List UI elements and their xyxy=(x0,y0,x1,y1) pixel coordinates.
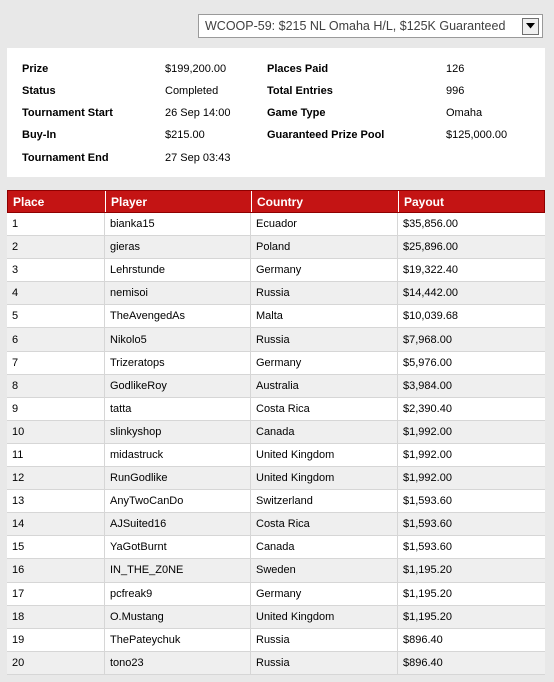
info-value: 27 Sep 03:43 xyxy=(165,152,231,164)
player-cell: tatta xyxy=(105,398,251,420)
info-label: Buy-In xyxy=(22,129,57,141)
info-value: $215.00 xyxy=(165,129,205,141)
info-label: Places Paid xyxy=(267,63,329,75)
payout-cell: $1,992.00 xyxy=(403,425,452,438)
column-header-player[interactable]: Player xyxy=(106,191,252,212)
place-cell: 1 xyxy=(7,213,105,235)
table-row xyxy=(7,490,545,513)
place-cell: 16 xyxy=(7,559,105,581)
info-value: $125,000.00 xyxy=(446,129,508,141)
tournament-info-panel xyxy=(7,48,545,177)
results-header xyxy=(7,190,545,213)
player-cell: Trizeratops xyxy=(105,352,251,374)
place-cell: 18 xyxy=(7,606,105,628)
player-cell: GodlikeRoy xyxy=(105,375,251,397)
info-label: Tournament Start xyxy=(22,107,113,119)
table-row xyxy=(7,536,545,559)
player-cell: midastruck xyxy=(105,444,251,466)
table-row xyxy=(7,513,545,536)
info-label: Guaranteed Prize Pool xyxy=(267,129,385,141)
payout-cell: $35,856.00 xyxy=(403,218,459,231)
player-cell: RunGodlike xyxy=(105,467,251,489)
table-row xyxy=(7,629,545,652)
place-cell: 5 xyxy=(7,305,105,327)
country-cell: Russia xyxy=(251,328,398,350)
country-cell: Switzerland xyxy=(251,490,398,512)
country-cell: Germany xyxy=(251,352,398,374)
info-label: Tournament End xyxy=(22,152,109,164)
payout-cell: $1,195.20 xyxy=(403,564,452,577)
place-cell: 19 xyxy=(7,629,105,651)
table-row xyxy=(7,606,545,629)
country-cell: United Kingdom xyxy=(251,606,398,628)
player-cell: O.Mustang xyxy=(105,606,251,628)
tournament-select-value: WCOOP-59: $215 NL Omaha H/L, $125K Guaranteed xyxy=(205,19,506,33)
payout-cell: $1,195.20 xyxy=(403,587,452,600)
results-table xyxy=(7,190,545,675)
info-row xyxy=(7,107,545,123)
country-cell: Australia xyxy=(251,375,398,397)
place-cell: 3 xyxy=(7,259,105,281)
player-cell: TheAvengedAs xyxy=(105,305,251,327)
info-label: Total Entries xyxy=(267,85,333,97)
place-cell: 17 xyxy=(7,583,105,605)
place-cell: 12 xyxy=(7,467,105,489)
place-cell: 13 xyxy=(7,490,105,512)
place-cell: 4 xyxy=(7,282,105,304)
player-cell: Nikolo5 xyxy=(105,328,251,350)
player-cell: YaGotBurnt xyxy=(105,536,251,558)
info-value: 996 xyxy=(446,85,465,97)
player-cell: nemisoi xyxy=(105,282,251,304)
place-cell: 7 xyxy=(7,352,105,374)
table-row xyxy=(7,352,545,375)
payout-cell: $1,992.00 xyxy=(403,448,452,461)
table-row xyxy=(7,375,545,398)
place-cell: 8 xyxy=(7,375,105,397)
info-value: 26 Sep 14:00 xyxy=(165,107,231,119)
player-cell: AJSuited16 xyxy=(105,513,251,535)
country-cell: Poland xyxy=(251,236,398,258)
country-cell: Costa Rica xyxy=(251,398,398,420)
table-row xyxy=(7,444,545,467)
payout-cell: $25,896.00 xyxy=(403,241,459,254)
info-label: Game Type xyxy=(267,107,326,119)
place-cell: 9 xyxy=(7,398,105,420)
payout-cell: $14,442.00 xyxy=(403,287,459,300)
info-value: Omaha xyxy=(446,107,483,119)
country-cell: Germany xyxy=(251,259,398,281)
payout-cell: $1,992.00 xyxy=(403,472,452,485)
payout-cell: $19,322.40 xyxy=(403,264,459,277)
country-cell: United Kingdom xyxy=(251,444,398,466)
payout-cell: $896.40 xyxy=(403,633,443,646)
country-cell: Canada xyxy=(251,536,398,558)
table-row xyxy=(7,328,545,351)
payout-cell: $7,968.00 xyxy=(403,333,452,346)
payout-cell: $1,593.60 xyxy=(403,518,452,531)
table-row xyxy=(7,467,545,490)
country-cell: Russia xyxy=(251,629,398,651)
column-header-country[interactable]: Country xyxy=(252,191,399,212)
payout-cell: $3,984.00 xyxy=(403,379,452,392)
table-row xyxy=(7,236,545,259)
player-cell: bianka15 xyxy=(105,213,251,235)
column-header-payout[interactable]: Payout xyxy=(404,194,445,209)
place-cell: 14 xyxy=(7,513,105,535)
table-row xyxy=(7,421,545,444)
info-row xyxy=(7,85,545,101)
table-row xyxy=(7,213,545,236)
column-header-place[interactable]: Place xyxy=(8,191,106,212)
payout-cell: $5,976.00 xyxy=(403,356,452,369)
player-cell: Lehrstunde xyxy=(105,259,251,281)
results-body xyxy=(7,213,545,675)
table-row xyxy=(7,559,545,582)
place-cell: 15 xyxy=(7,536,105,558)
table-row xyxy=(7,305,545,328)
payout-cell: $896.40 xyxy=(403,656,443,669)
info-value: $199,200.00 xyxy=(165,63,227,75)
payout-cell: $10,039.68 xyxy=(403,310,459,323)
player-cell: slinkyshop xyxy=(105,421,251,443)
payout-cell: $2,390.40 xyxy=(403,402,452,415)
info-label: Status xyxy=(22,85,56,97)
table-row xyxy=(7,652,545,675)
player-cell: IN_THE_Z0NE xyxy=(105,559,251,581)
country-cell: Ecuador xyxy=(251,213,398,235)
country-cell: Sweden xyxy=(251,559,398,581)
player-cell: tono23 xyxy=(105,652,251,674)
payout-cell: $1,593.60 xyxy=(403,495,452,508)
country-cell: United Kingdom xyxy=(251,467,398,489)
country-cell: Costa Rica xyxy=(251,513,398,535)
place-cell: 11 xyxy=(7,444,105,466)
payout-cell: $1,195.20 xyxy=(403,610,452,623)
country-cell: Germany xyxy=(251,583,398,605)
table-row xyxy=(7,583,545,606)
place-cell: 2 xyxy=(7,236,105,258)
tournament-select[interactable] xyxy=(198,14,543,38)
info-row xyxy=(7,129,545,145)
payout-cell: $1,593.60 xyxy=(403,541,452,554)
dropdown-arrow-icon[interactable] xyxy=(522,18,539,35)
player-cell: ThePateychuk xyxy=(105,629,251,651)
player-cell: pcfreak9 xyxy=(105,583,251,605)
country-cell: Russia xyxy=(251,652,398,674)
table-row xyxy=(7,282,545,305)
country-cell: Malta xyxy=(251,305,398,327)
player-cell: AnyTwoCanDo xyxy=(105,490,251,512)
table-row xyxy=(7,398,545,421)
info-row xyxy=(7,152,545,168)
place-cell: 10 xyxy=(7,421,105,443)
player-cell: gieras xyxy=(105,236,251,258)
info-label: Prize xyxy=(22,63,49,75)
info-value: 126 xyxy=(446,63,465,75)
info-row xyxy=(7,63,545,79)
info-value: Completed xyxy=(165,85,219,97)
place-cell: 6 xyxy=(7,328,105,350)
country-cell: Canada xyxy=(251,421,398,443)
place-cell: 20 xyxy=(7,652,105,674)
table-row xyxy=(7,259,545,282)
country-cell: Russia xyxy=(251,282,398,304)
